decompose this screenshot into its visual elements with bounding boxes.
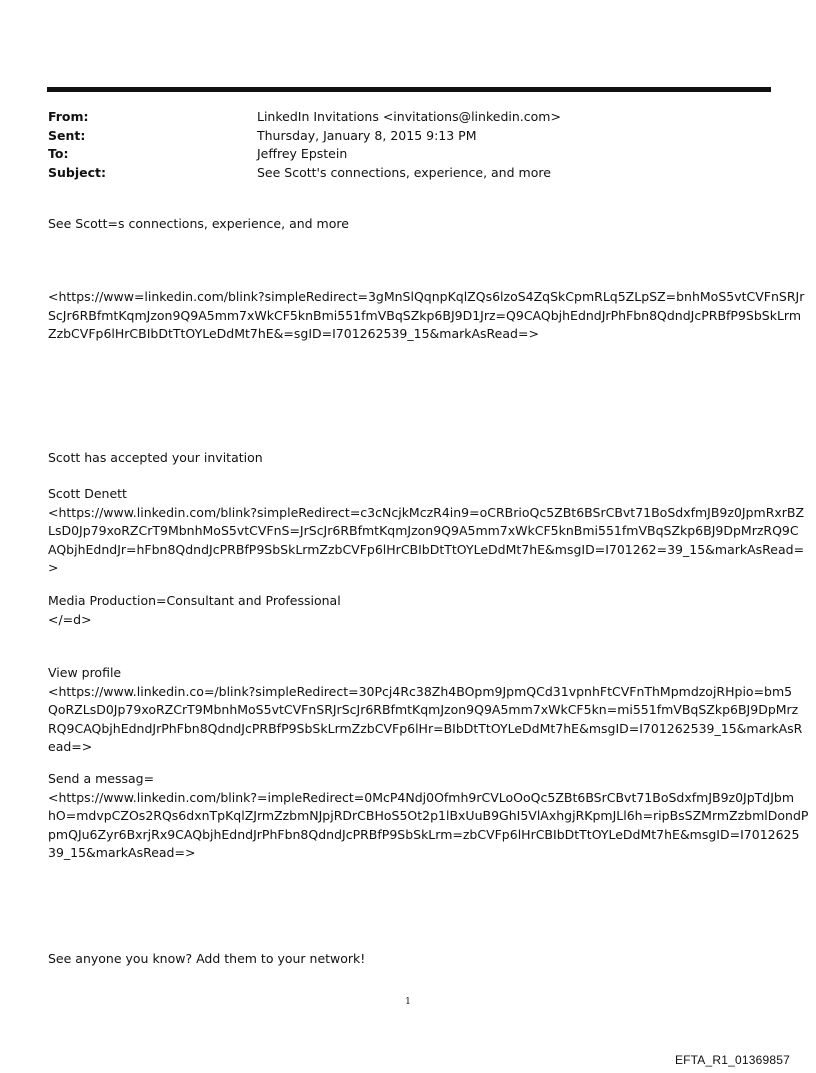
sent-row — [48, 127, 768, 146]
bates-number: EFTA_R1_01369857 — [674, 1053, 790, 1067]
intro-line: See Scott=s connections, experience, and more — [48, 216, 349, 231]
redirect-link-line[interactable]: ScJr6RBfmtKqmJzon9Q9A5mm7xWkCF5knBmi551fmVBqSZkp6BJ9D1Jrz=Q9CAQbjhEdndJrPhFbn8QdndJcPRBfP9SbSkLrm — [48, 307, 802, 323]
sent-label: Sent: — [48, 127, 86, 143]
send-message-link-line[interactable]: <https://www.linkedin.com/blink?=impleRedirect=0McP4Ndj0Ofmh9rCVLoOoQc5ZBt6BSrCBvt71BoSdxfmJB9z0JpTdJbm — [48, 789, 795, 805]
profile-title: Media Production=Consultant and Professional — [48, 593, 341, 608]
profile-link-line[interactable]: > — [48, 560, 59, 575]
from-value: LinkedIn Invitations <invitations@linkedin.com> — [257, 109, 561, 124]
view-profile-link-line[interactable]: RQ9CAQbjhEdndJrPhFbn8QdndJcPRBfP9SbSkLrmZzbCVFp6lHr=BIbDtTtOYLeDdMt7hE&msgID=I701262539_15&markAsR — [48, 720, 803, 736]
view-profile-label: View profile — [48, 665, 122, 680]
view-profile-link-line[interactable]: ead=> — [48, 739, 93, 754]
profile-link-line[interactable]: AQbjhEdndJr=hFbn8QdndJcPRBfP9SbSkLrmZzbCVFp6lHrCBIbDtTtOYLeDdMt7hE&msgID=I701262=39_15&markAsRead= — [48, 541, 805, 557]
view-profile-link-line[interactable]: QoRZLsD0Jp79xoRZCrT9MbnhMoS5vtCVFnSRJrScJr6RBfmtKqmJzon9Q9A5mm7xWkCF5kn=mi551fmVBqSZkp6BJ9DpMrz — [48, 702, 799, 717]
redirect-link-block — [48, 288, 805, 344]
send-message-label: Send a messag= — [48, 771, 155, 786]
subject-value: See Scott's connections, experience, and more — [257, 164, 551, 180]
from-row — [48, 108, 768, 127]
profile-link-line[interactable]: LsD0Jp79xoRZCrT9MbnhMoS5vtCVFnS=JrScJr6RBfmtKqmJzon9Q9A5mm7xWkCF5knBmi551fmVBqSZkp6BJ9DpMrzRQ9C — [48, 523, 799, 538]
send-message-link-line[interactable]: hO=mdvpCZOs2RQs6dxnTpKqlZJrmZzbmNJpjRDrCBHoS5Ot2p1lBxUuB9GhI5VlAxhgjRKpmJLl6h=ripBsSZMrmZzbmlDondP — [48, 808, 809, 823]
profile-name-block — [48, 485, 805, 578]
view-profile-link-line[interactable]: <https://www.linkedin.co=/blink?simpleRedirect=30Pcj4Rc38Zh4BOpm9JpmQCd31vpnhFtCVFnThMpmdzojRHpio=bm5 — [48, 683, 793, 699]
to-value: Jeffrey Epstein — [257, 146, 348, 161]
view-profile-block — [48, 664, 803, 757]
sent-value: Thursday, January 8, 2015 9:13 PM — [257, 127, 477, 143]
profile-link-line[interactable]: <https://www.linkedin.com/blink?simpleRedirect=c3cNcjkMczR4in9=oCRBrioQc5ZBt6BSrCBvt71BoSdxfmJB9z0JpmRxrBZ — [48, 504, 805, 520]
send-message-block — [48, 770, 809, 863]
redirect-link-line[interactable]: ZzbCVFp6lHrCBIbDtTtOYLeDdMt7hE&=sgID=I701262539_15&markAsRead=> — [48, 326, 539, 341]
send-message-link-line[interactable]: 39_15&markAsRead=> — [48, 845, 196, 860]
header-divider — [47, 87, 771, 92]
profile-name: Scott Denett — [48, 486, 127, 501]
title-block — [48, 592, 770, 629]
email-header-block — [48, 108, 768, 182]
subject-label: Subject: — [48, 164, 106, 180]
send-message-link-line[interactable]: pmQJu6Zyr6BxrjRx9CAQbjhEdndJrPhFbn8QdndJcPRBfP9SbSkLrm=zbCVFp6lHrCBIbDtTtOYLeDdMt7hE&msgID=I7012625 — [48, 826, 800, 842]
page-number: 1 — [405, 997, 411, 1007]
subject-row — [48, 164, 768, 183]
from-label: From: — [48, 109, 89, 124]
closing-line: See anyone you know? Add them to your network! — [48, 951, 366, 966]
redirect-link-line[interactable]: <https://www=linkedin.com/blink?simpleRedirect=3gMnSlQqnpKqlZQs6lzoS4ZqSkCpmRLq5ZLpSZ=bnhMoS5vtCVFnSRJr — [48, 289, 805, 304]
to-label: To: — [48, 146, 69, 161]
accepted-line: Scott has accepted your invitation — [48, 450, 263, 465]
to-row — [48, 145, 768, 164]
markup-fragment: </=d> — [48, 611, 92, 627]
